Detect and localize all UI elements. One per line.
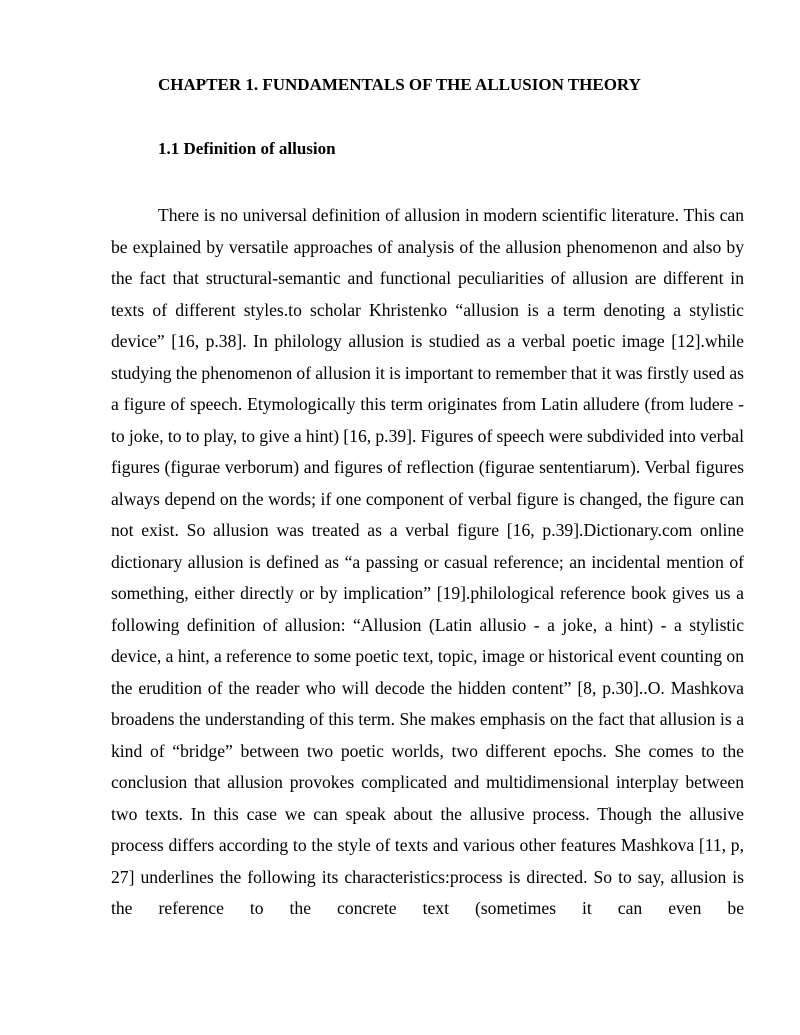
body-paragraph: There is no universal definition of allusion in modern scientific literature. This can be explained by versatile approaches of analysis of the allusion phenomenon and also by the fact that structural-semantic and functional peculiarities of allusion are different in texts of different styles.to scholar Khristenko “allusion is a term denoting a stylistic device” [16, p.38]. In philology allusion is studied as a verbal poetic image [12].while studying the phenomenon of allusion it is important to remember that it was firstly used as a figure of speech. Etymologically this term originates from Latin alludere (from ludere - to joke, to to play, to give a hint) [16, p.39]. Figures of speech were subdivided into verbal figures (figurae verborum) and figures of reflection (figurae sententiarum). Verbal figures always depend on the words; if one component of verbal figure is changed, the figure can not exist. So allusion was treated as a verbal figure [16, p.39].Dictionary.com online dictionary allusion is defined as “a passing or casual reference; an incidental mention of something, either directly or by implication” [19].philological reference book gives us a following definition of allusion: “Allusion (Latin allusio - a joke, a hint) - a stylistic device, a hint, a reference to some poetic text, topic, image or historical event counting on the erudition of the reader who will decode the hidden content” [8, p.30]..O. Mashkova broadens the understanding of this term. She makes emphasis on the fact that allusion is a kind of “bridge” between two poetic worlds, two different epochs. She comes to the conclusion that allusion provokes complicated and multidimensional interplay between two texts. In this case we can speak about the allusive process. Though the allusive process differs according to the style of texts and various other features Mashkova [11, p, 27] underlines the following its characteristics:process is directed. So to say, allusion is the reference to the concrete text (sometimes it can even be [111, 205, 744, 918]
chapter-title: CHAPTER 1. FUNDAMENTALS OF THE ALLUSION THEORY [158, 75, 641, 94]
section-title: 1.1 Definition of allusion [158, 139, 336, 158]
